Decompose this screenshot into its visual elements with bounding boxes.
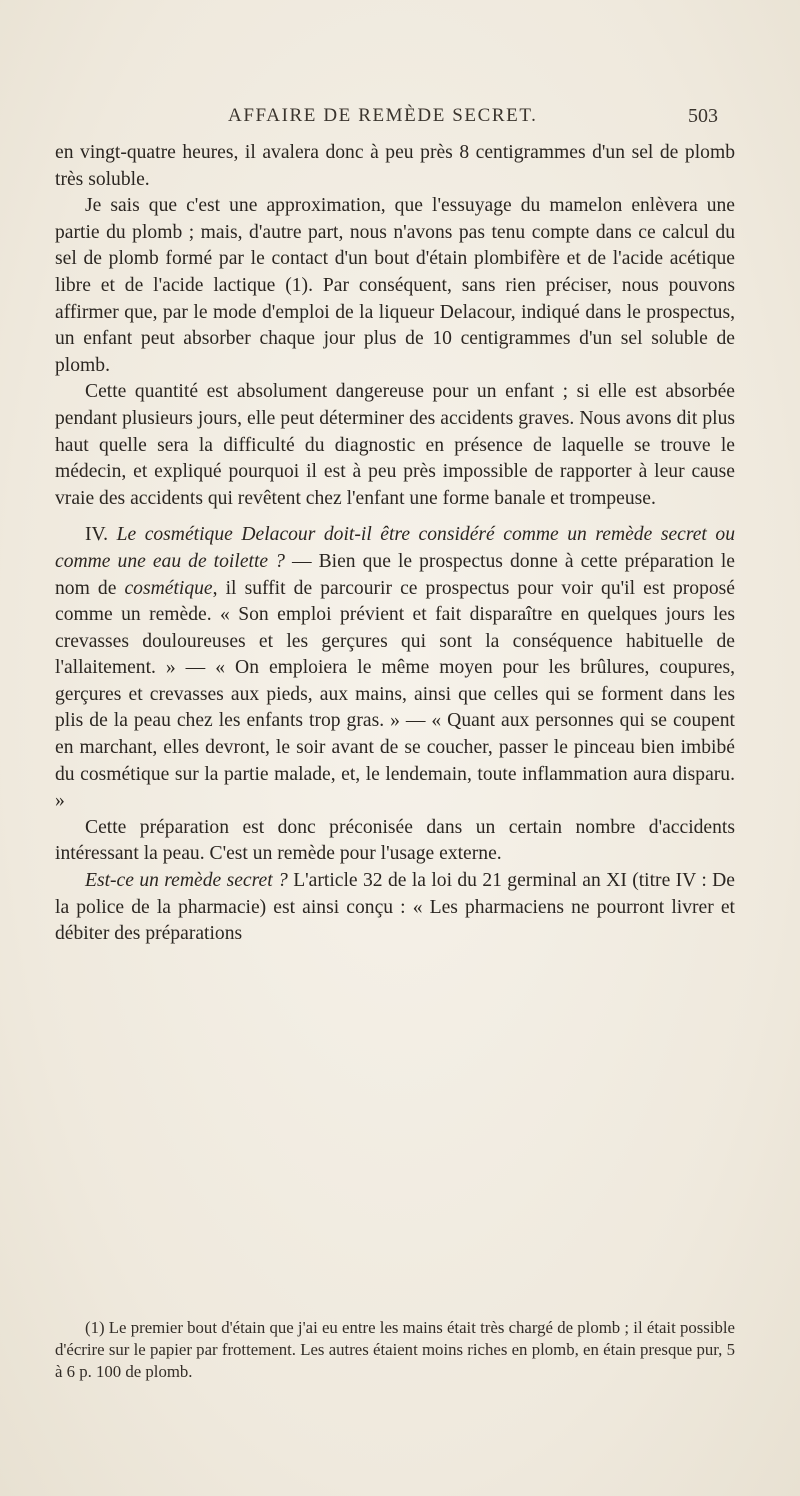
section-iv-paragraph [55,522,735,815]
footnote: (1) Le premier bout d'étain que j'ai eu entre les mains était très chargé de plomb ; il était possible d'écrire sur le papier par frottement. Les autres étaient moins riches en plomb, en étain presque pur, 5 à 6 p. 100 de plomb. [55,1318,735,1381]
section-number: IV. [85,524,109,546]
italic-term: cosmétique [124,577,213,599]
question-heading: Est-ce un remède secret ? [85,870,288,892]
footnotes [55,1317,735,1383]
paragraph: Je sais que c'est une approximation, que l'essuyage du mamelon enlèvera une partie du plomb ; mais, d'autre part, nous n'avons pas tenu compte dans ce calcul du sel de plomb formé par le contact d'un bout d'étain plombifère et de l'acide acétique libre et de l'acide lactique (1). Par conséquent, sans rien préciser, nous pouvons affirmer que, par le mode d'emploi de la liqueur Delacour, indiqué dans le prospectus, un enfant peut absorber chaque jour plus de 10 centigrammes d'un sel soluble de plomb. [55,195,735,376]
paragraph: Cette quantité est absolument dangereuse pour un enfant ; si elle est absorbée pendant plusieurs jours, elle peut déterminer des accidents graves. Nous avons dit plus haut quelle sera la difficulté du diagnostic en présence de laquelle se trouve le médecin, et expliqué pourquoi il est à peu près impossible de rapporter à leur cause vraie des accidents qui revêtent chez l'enfant une forme banale et trompeuse. [55,381,735,509]
paragraph-text: L'article 32 de la loi du 21 germinal an XI (titre IV : De la police de la pharmacie) est ainsi conçu : « Les pharmaciens ne pourront livrer et débiter des préparations [55,870,735,945]
page-header [0,105,800,135]
paragraph-text: — Bien que le prospectus donne à cette préparation le nom de [55,550,735,599]
paragraph [55,868,735,948]
section-heading: Le cosmétique Delacour doit-il être considéré comme un remède secret ou comme une eau de toilette ? [55,524,735,572]
running-title: AFFAIRE DE REMÈDE SECRET. [228,105,538,126]
page-number: 503 [688,105,718,127]
body-text [55,140,735,948]
paragraph: en vingt-quatre heures, il avalera donc à peu près 8 centigrammes d'un sel de plomb très soluble. [55,142,735,190]
paragraph-text: , il suffit de parcourir ce prospectus pour voir qu'il est proposé comme un remède. « Son emploi prévient et fait disparaître en quelques jours les crevasses douloureuses et les gerçures qui sont la conséquence habituelle de l'allaitement. » — « On emploiera le même moyen pour les brûlures, coupures, gerçures et crevasses aux pieds, aux mains, ainsi que celles qui se forment dans les plis de la peau chez les enfants trop gras. » — « Quant aux personnes qui se coupent en marchant, elles devront, le soir avant de se coucher, passer le pinceau bien imbibé du cosmétique sur la partie malade, et, le lendemain, toute inflammation aura disparu. » [55,577,735,812]
paragraph: Cette préparation est donc préconisée dans un certain nombre d'accidents intéressant la peau. C'est un remède pour l'usage externe. [55,816,735,865]
